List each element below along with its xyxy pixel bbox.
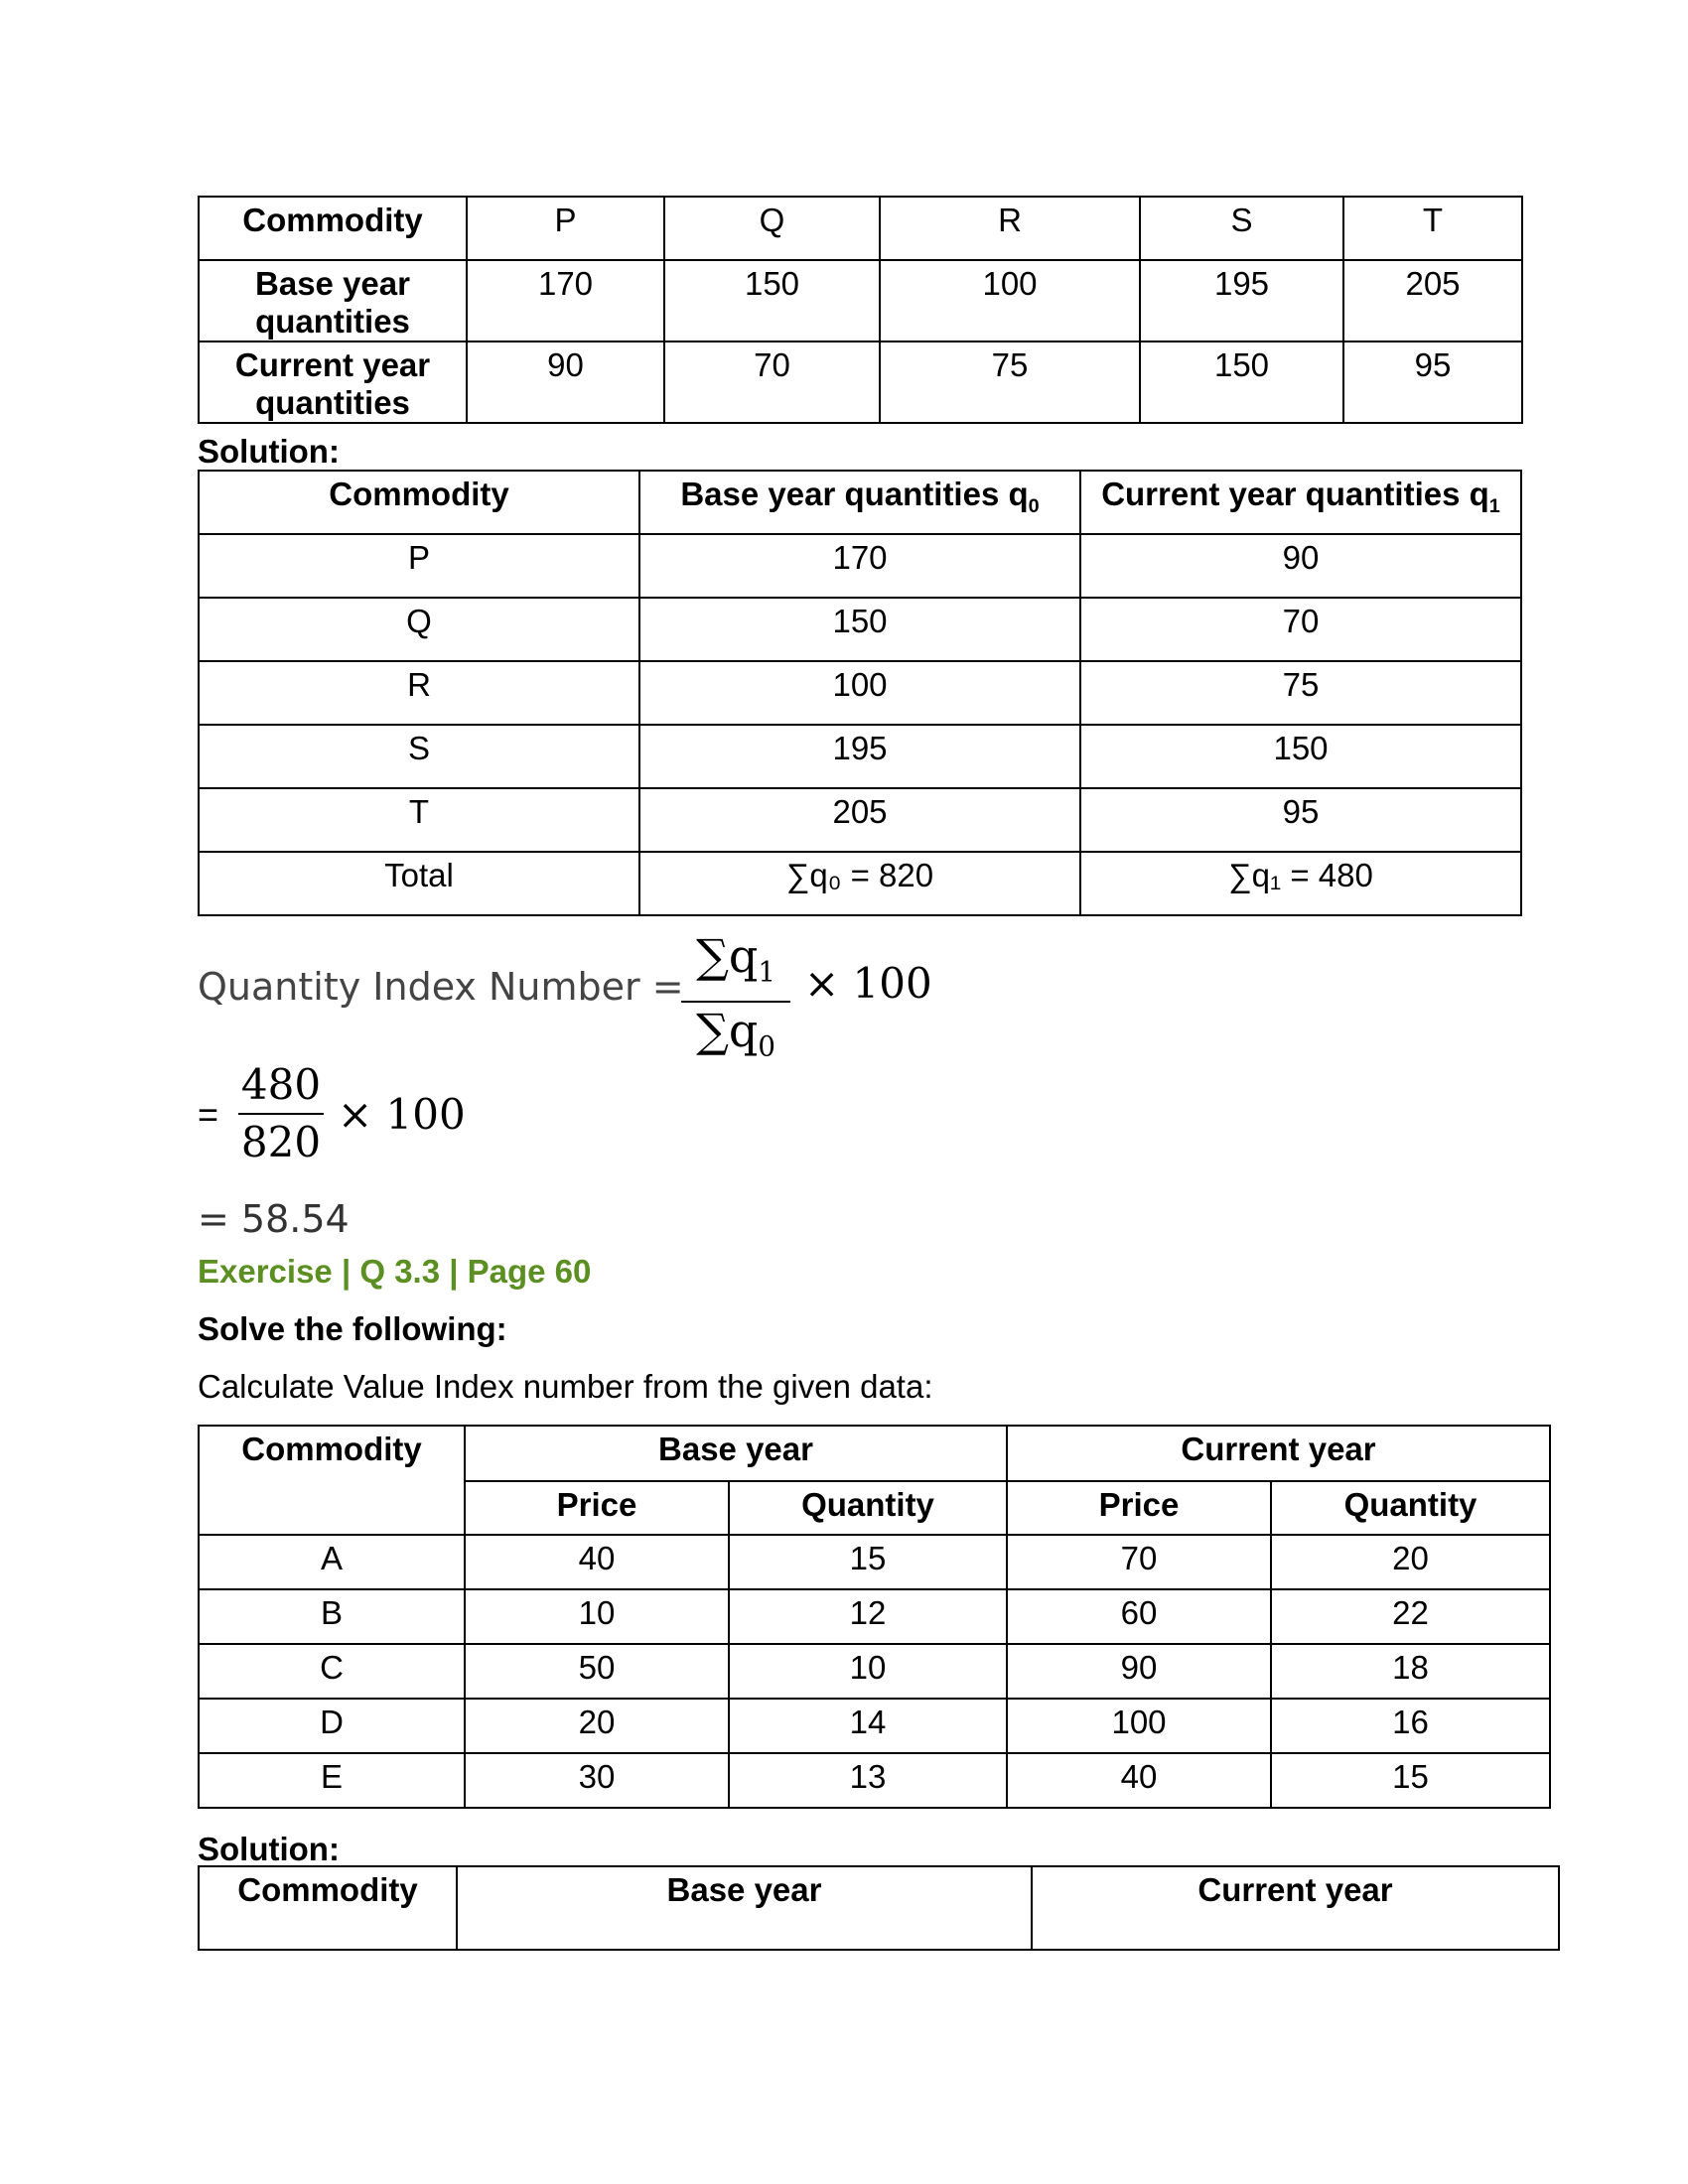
solve-heading: Solve the following: <box>198 1310 507 1347</box>
cell: D <box>199 1699 465 1753</box>
subscript: 1 <box>1488 494 1500 517</box>
cell: 75 <box>1080 661 1521 725</box>
cell: 60 <box>1007 1589 1271 1644</box>
cell: 100 <box>880 260 1140 341</box>
header-s: S <box>1140 197 1343 260</box>
cell: 70 <box>664 341 880 423</box>
step-fraction <box>238 1057 324 1170</box>
header-current-q1 <box>1080 471 1521 534</box>
cell: 205 <box>1343 260 1522 341</box>
cell: 18 <box>1271 1644 1550 1699</box>
cell: 195 <box>1140 260 1343 341</box>
cell: 75 <box>880 341 1140 423</box>
formula-label: Quantity Index Number = <box>198 965 684 1009</box>
cell: Q <box>199 598 639 661</box>
header-t: T <box>1343 197 1522 260</box>
header-current-text: Current year quantities q <box>1101 476 1489 512</box>
sum-q: ∑q <box>696 1003 759 1057</box>
row-label-base: Base year quantities <box>199 260 467 341</box>
cell: E <box>199 1753 465 1808</box>
row-label-current: Current year quantities <box>199 341 467 423</box>
formula-fraction <box>681 928 790 1074</box>
cell: T <box>199 788 639 852</box>
cell: P <box>199 534 639 598</box>
cell: R <box>199 661 639 725</box>
header-base-year: Base year <box>457 1866 1032 1950</box>
formula-times: × 100 <box>804 959 932 1008</box>
header-base-year: Base year <box>465 1426 1007 1481</box>
cell: 70 <box>1080 598 1521 661</box>
cell: 205 <box>639 788 1080 852</box>
subscript: 0 <box>758 1029 775 1063</box>
subheader-base-price: Price <box>465 1481 729 1535</box>
cell: 90 <box>1007 1644 1271 1699</box>
cell: 15 <box>729 1535 1007 1589</box>
value-index-solution-table <box>198 1865 1560 1951</box>
subheader-current-quantity: Quantity <box>1271 1481 1550 1535</box>
cell: 20 <box>465 1699 729 1753</box>
cell: 90 <box>1080 534 1521 598</box>
cell: 90 <box>467 341 664 423</box>
cell: 12 <box>729 1589 1007 1644</box>
cell: 22 <box>1271 1589 1550 1644</box>
cell: 150 <box>664 260 880 341</box>
cell: 95 <box>1080 788 1521 852</box>
cell: 150 <box>1080 725 1521 788</box>
cell: 50 <box>465 1644 729 1699</box>
subscript: 0 <box>1028 494 1040 517</box>
equals-sign: = <box>198 1094 219 1135</box>
total-label: Total <box>199 852 639 915</box>
cell: 170 <box>639 534 1080 598</box>
cell: 13 <box>729 1753 1007 1808</box>
subscript: 1 <box>758 955 775 989</box>
header-base-text: Base year quantities q <box>680 476 1029 512</box>
subheader-base-quantity: Quantity <box>729 1481 1007 1535</box>
cell: 100 <box>639 661 1080 725</box>
cell: 16 <box>1271 1699 1550 1753</box>
cell: 30 <box>465 1753 729 1808</box>
total-base: ∑q₀ = 820 <box>639 852 1080 915</box>
cell: A <box>199 1535 465 1589</box>
header-commodity: Commodity <box>199 471 639 534</box>
solution-quantity-table <box>198 470 1522 916</box>
formula-numerator <box>681 928 790 1001</box>
value-index-table <box>198 1425 1551 1809</box>
cell: 20 <box>1271 1535 1550 1589</box>
header-base-q0 <box>639 471 1080 534</box>
cell: 10 <box>729 1644 1007 1699</box>
step-denominator: 820 <box>240 1118 322 1166</box>
cell: 95 <box>1343 341 1522 423</box>
cell: 150 <box>639 598 1080 661</box>
cell: 150 <box>1140 341 1343 423</box>
cell: S <box>199 725 639 788</box>
header-r: R <box>880 197 1140 260</box>
cell: 195 <box>639 725 1080 788</box>
cell: 70 <box>1007 1535 1271 1589</box>
step-times: × 100 <box>338 1090 466 1139</box>
sum-q: ∑q <box>696 929 759 983</box>
header-current-year: Current year <box>1032 1866 1559 1950</box>
cell: 10 <box>465 1589 729 1644</box>
cell: 14 <box>729 1699 1007 1753</box>
header-current-year: Current year <box>1007 1426 1550 1481</box>
formula-denominator <box>681 1003 790 1075</box>
cell: C <box>199 1644 465 1699</box>
subheader-current-price: Price <box>1007 1481 1271 1535</box>
header-p: P <box>467 197 664 260</box>
result: = 58.54 <box>198 1197 350 1241</box>
header-commodity: Commodity <box>199 1866 457 1950</box>
header-q: Q <box>664 197 880 260</box>
step-numerator: 480 <box>240 1060 322 1109</box>
solution-label: Solution: <box>198 1831 340 1867</box>
cell: 170 <box>467 260 664 341</box>
cell: B <box>199 1589 465 1644</box>
cell: 40 <box>465 1535 729 1589</box>
header-commodity: Commodity <box>199 197 467 260</box>
instruction-text: Calculate Value Index number from the given data: <box>198 1368 933 1405</box>
cell: 15 <box>1271 1753 1550 1808</box>
header-commodity: Commodity <box>199 1426 465 1535</box>
exercise-link[interactable]: Exercise | Q 3.3 | Page 60 <box>198 1253 592 1290</box>
solution-label: Solution: <box>198 433 340 470</box>
commodity-quantity-table <box>198 196 1523 424</box>
cell: 40 <box>1007 1753 1271 1808</box>
cell: 100 <box>1007 1699 1271 1753</box>
total-current: ∑q₁ = 480 <box>1080 852 1521 915</box>
